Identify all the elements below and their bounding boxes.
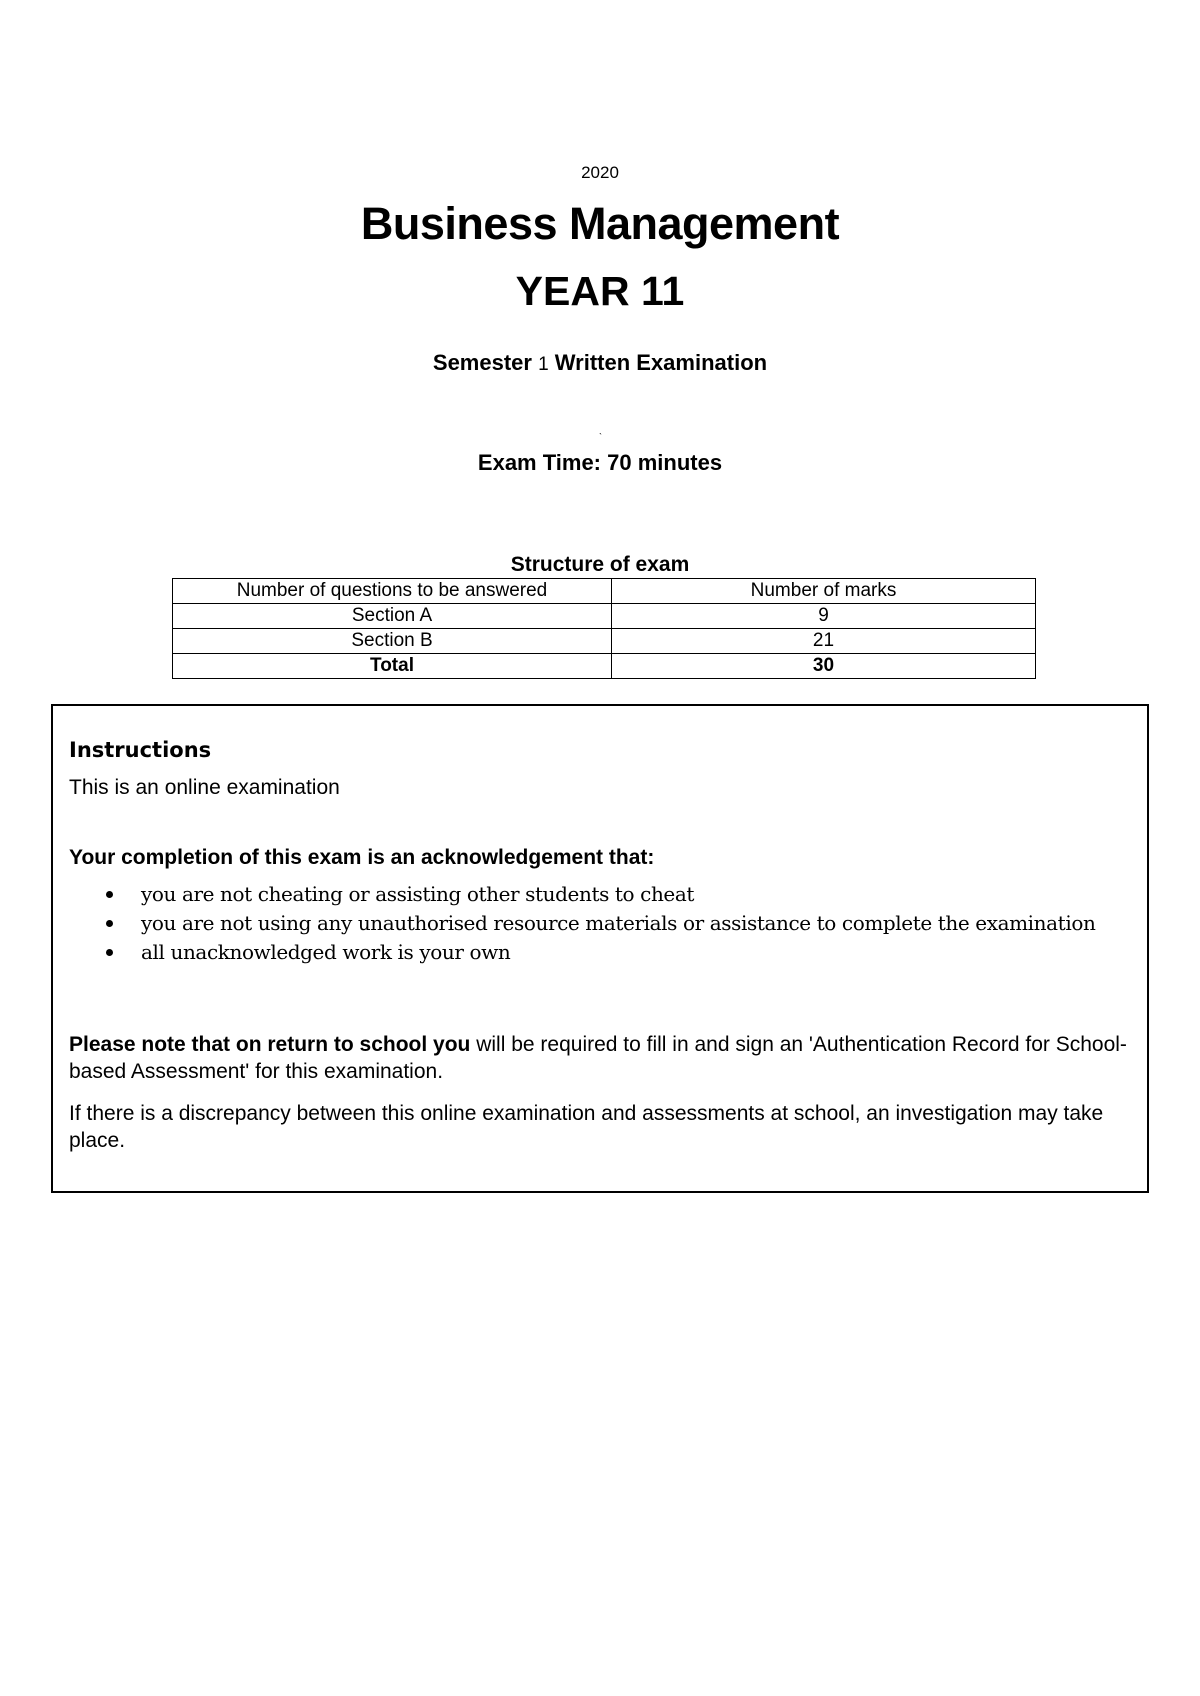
exam-type: Written Examination (554, 350, 768, 375)
exam-year: 2020 (581, 163, 619, 182)
column-header: Number of marks (612, 579, 1036, 604)
bullet-icon (106, 891, 113, 898)
exam-time-line (0, 450, 1200, 476)
online-exam-text: This is an online examination (69, 776, 340, 799)
column-header: Number of questions to be answered (173, 579, 612, 604)
instructions-heading: Instructions (69, 738, 212, 762)
table-cell: Section A (173, 604, 612, 629)
table-cell: 9 (612, 604, 1036, 629)
list-item-text: you are not cheating or assisting other students to cheat (141, 882, 695, 906)
acknowledgement-heading: Your completion of this exam is an acknowledgement that: (69, 846, 655, 869)
bullet-icon (106, 920, 113, 927)
table-header-row (173, 579, 1036, 604)
exam-time-value: 70 minutes (607, 450, 723, 475)
table-cell: Section B (173, 629, 612, 654)
semester-number: 1 (538, 354, 549, 375)
return-note (69, 1031, 1129, 1085)
list-item (53, 881, 1113, 907)
list-item (53, 910, 1113, 936)
table-cell: Total (173, 654, 612, 679)
table-total-row (173, 654, 1036, 679)
instructions-box (51, 704, 1149, 1193)
list-item-text: you are not using any unauthorised resource materials or assistance to complete the examination (141, 911, 1096, 935)
table-row (173, 604, 1036, 629)
semester-line (0, 350, 1200, 376)
table-cell: 21 (612, 629, 1036, 654)
stray-mark: ` (599, 432, 602, 442)
structure-title: Structure of exam (510, 553, 690, 576)
acknowledgement-list (53, 881, 1113, 968)
return-note-bold: Please note that on return to school you (69, 1033, 471, 1056)
discrepancy-note: If there is a discrepancy between this online examination and assessments at school, an investigation may take place. (69, 1102, 1104, 1152)
semester-label: Semester (432, 350, 532, 375)
bullet-icon (106, 949, 113, 956)
list-item (53, 939, 1113, 965)
table-row (173, 629, 1036, 654)
exam-title: Business Management (360, 198, 840, 249)
exam-year-level: YEAR 11 (515, 268, 685, 314)
return-note-rest: will be required to fill in and sign an 'Authentication Record for School-based Assessment' for this examination. (69, 1033, 1127, 1083)
list-item-text: all unacknowledged work is your own (141, 940, 511, 964)
table-cell: 30 (612, 654, 1036, 679)
structure-table (172, 578, 1036, 679)
exam-time-label: Exam Time: (477, 450, 602, 475)
